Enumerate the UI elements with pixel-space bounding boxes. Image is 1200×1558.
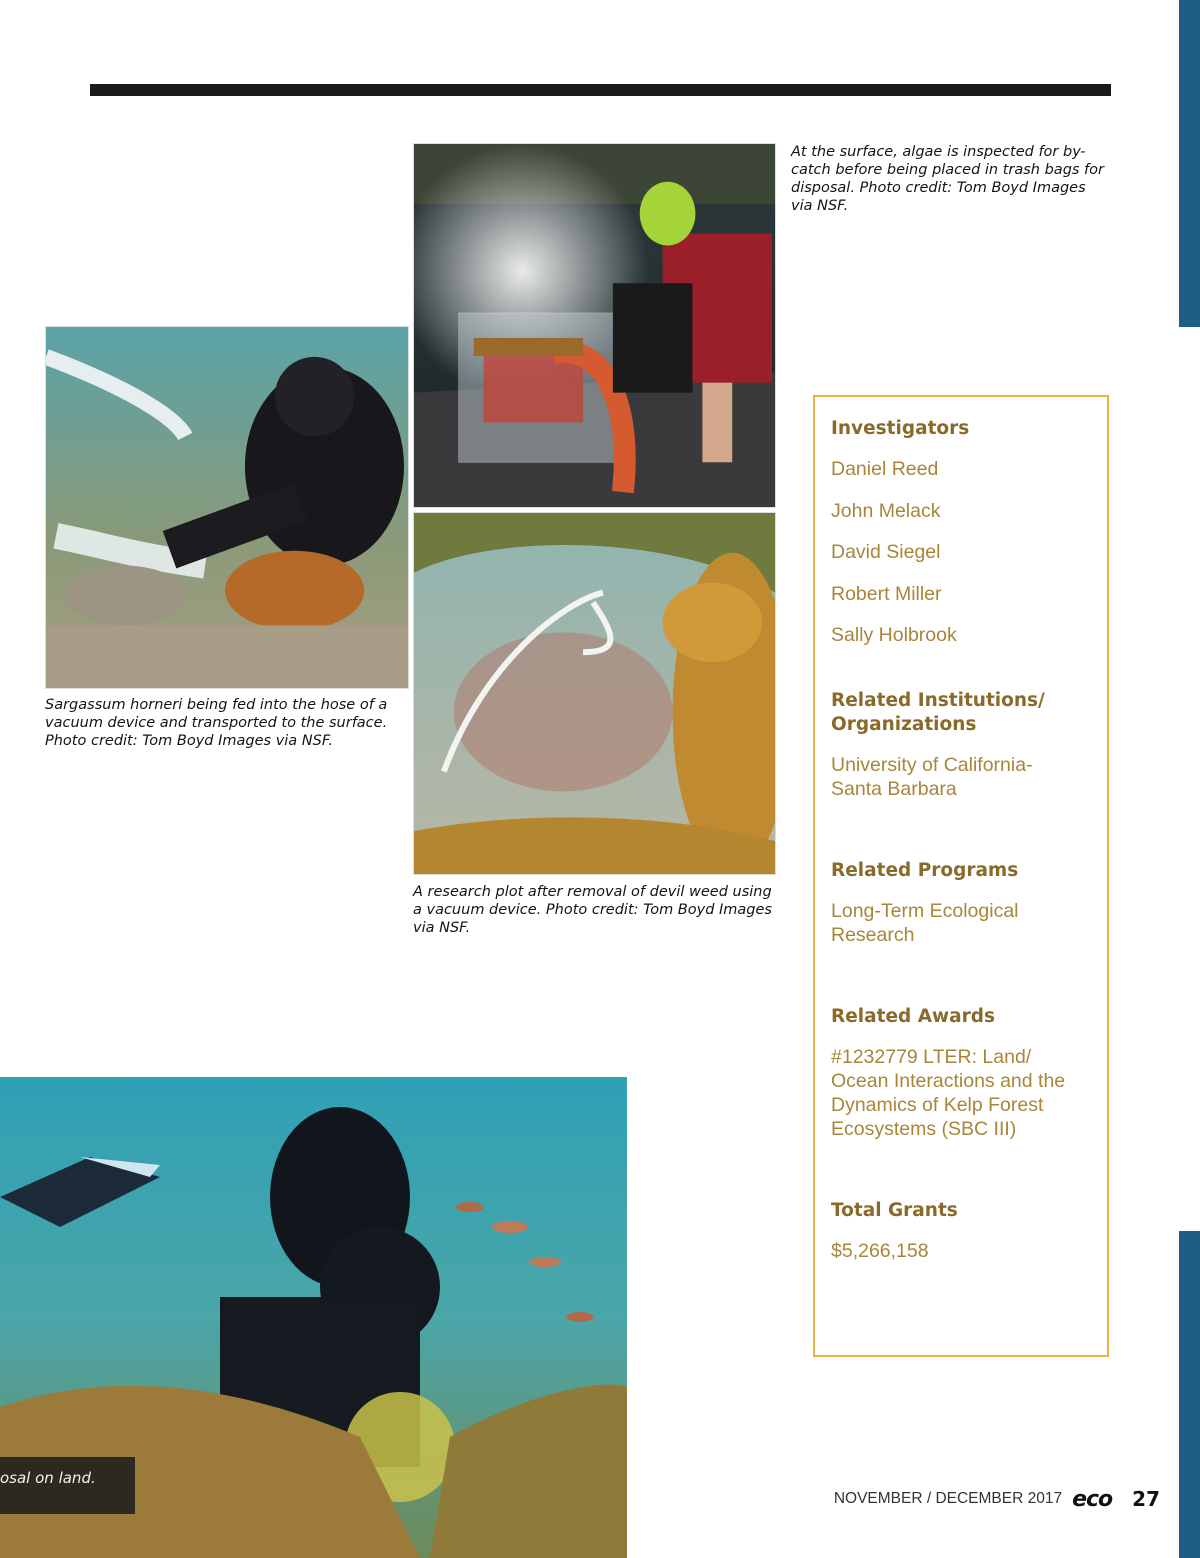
caption-vacuum: Sargassum horneri being fed into the hose of a vacuum device and transported to the surface. Photo credit: Tom Boyd Images via NSF.	[45, 697, 388, 749]
institutions-section	[831, 689, 1091, 801]
info-sidebar	[813, 395, 1109, 1357]
caption-plot: A research plot after removal of devil weed using a vacuum device. Photo credit: Tom Boyd Images via NSF.	[413, 884, 772, 936]
investigator-item: David Siegel	[831, 541, 941, 564]
page-number: 27	[1132, 1487, 1160, 1511]
caption-surface: At the surface, algae is inspected for by-catch before being placed in trash bags for disposal. Photo credit: Tom Boyd Images via NSF.	[791, 144, 1104, 214]
investigators-section	[831, 417, 1091, 647]
awards-text: #1232779 LTER: Land/ Ocean Interactions and the Dynamics of Kelp Forest Ecosystems (SBC III)	[831, 1046, 1066, 1141]
awards-heading: Related Awards	[831, 1006, 995, 1028]
institutions-heading: Related Institutions/ Organizations	[831, 690, 1045, 736]
page-footer	[834, 1487, 1160, 1511]
photo-vacuum-diver	[45, 326, 409, 689]
programs-heading: Related Programs	[831, 860, 1019, 882]
investigator-item: Robert Miller	[831, 582, 942, 605]
investigator-item: Daniel Reed	[831, 458, 939, 480]
caption-overlay: osal on land.	[0, 1457, 135, 1514]
edge-tab-top	[1179, 0, 1200, 327]
photo-surface-inspection	[413, 143, 776, 508]
programs-text: Long-Term Ecological Research	[831, 900, 1019, 947]
magazine-brand: eco	[1072, 1486, 1113, 1512]
investigators-heading: Investigators	[831, 418, 970, 439]
institutions-text: University of California-Santa Barbara	[831, 754, 1033, 801]
top-rule	[90, 84, 1111, 96]
edge-tab-bottom	[1179, 1231, 1200, 1558]
awards-section	[831, 1005, 1091, 1141]
grants-heading: Total Grants	[831, 1200, 958, 1222]
investigators-list	[831, 457, 1091, 647]
grants-section	[831, 1199, 1091, 1263]
programs-section	[831, 859, 1091, 947]
issue-date: NOVEMBER / DECEMBER 2017	[833, 1490, 1063, 1507]
investigator-item: Sally Holbrook	[831, 624, 957, 647]
photo-research-plot	[413, 512, 776, 875]
grants-amount: $5,266,158	[831, 1240, 929, 1263]
investigator-item: John Melack	[831, 499, 941, 522]
